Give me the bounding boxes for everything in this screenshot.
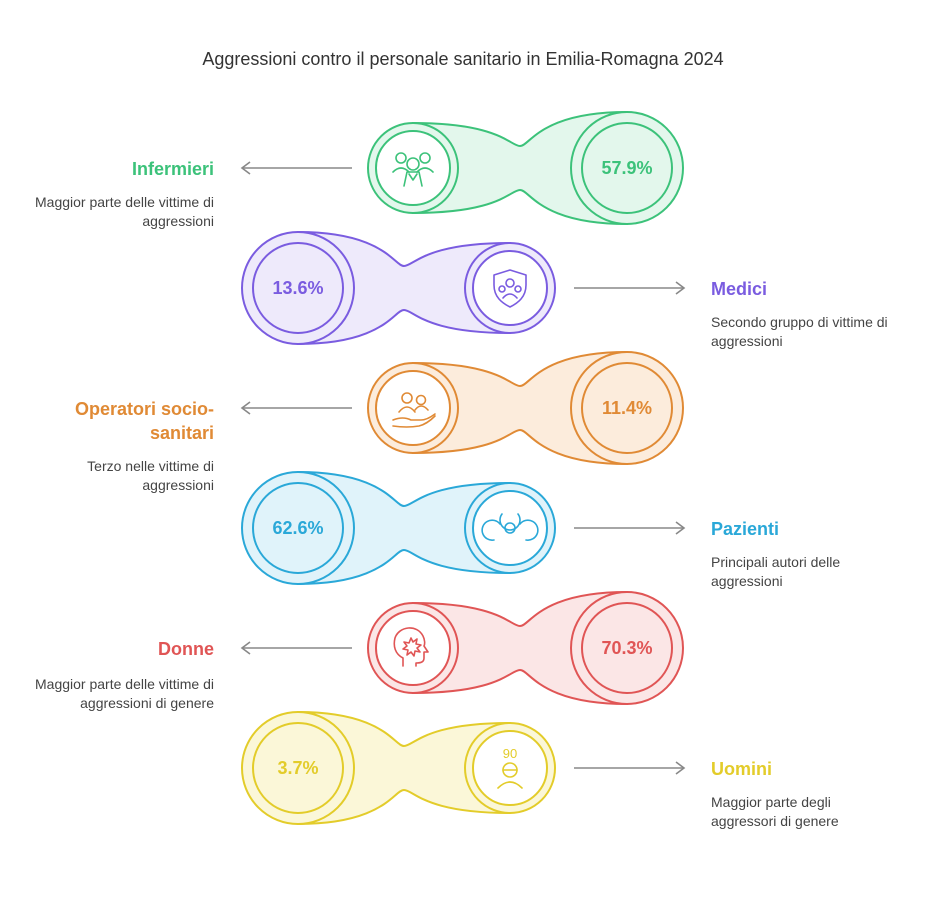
- dumbbell-row-1: [242, 232, 684, 344]
- dumbbell-row-0: [242, 112, 683, 224]
- row-label-infermieri: Infermieri: [131, 159, 214, 179]
- dumbbell-row-3: [242, 472, 684, 584]
- icon-inner-circle: [376, 371, 450, 445]
- row-description-pazienti: Principali autori delle aggressioni: [711, 554, 841, 589]
- percentage-value: 13.6%: [272, 278, 324, 298]
- page-title: Aggressioni contro il personale sanitario in Emilia-Romagna 2024: [202, 49, 724, 69]
- row-description-operatori: Terzo nelle vittime di aggressioni: [87, 458, 214, 493]
- arrow-icon: [574, 522, 684, 534]
- dumbbell-row-4: [242, 592, 683, 704]
- icon-inner-circle: [473, 491, 547, 565]
- row-label-uomini: Uomini: [711, 759, 772, 779]
- icon-inner-circle: [473, 731, 547, 805]
- arrow-icon: [242, 642, 352, 654]
- arrow-icon: [242, 402, 352, 414]
- icon-inner-circle: [376, 611, 450, 685]
- row-description-infermieri: Maggior parte delle vittime di aggressioni: [35, 194, 214, 229]
- dumbbell-row-5: [242, 712, 684, 824]
- row-label-donne: Donne: [158, 639, 214, 659]
- percentage-value: 3.7%: [277, 758, 319, 778]
- percentage-value: 70.3%: [601, 638, 653, 658]
- arrow-icon: [574, 762, 684, 774]
- dumbbell-row-2: [242, 352, 683, 464]
- row-description-donne: Maggior parte delle vittime di aggressioni di genere: [35, 676, 214, 711]
- arrow-icon: [242, 162, 352, 174]
- icon-number-text: 90: [502, 746, 518, 761]
- icon-inner-circle: [376, 131, 450, 205]
- percentage-value: 57.9%: [601, 158, 653, 178]
- row-description-medici: Secondo gruppo di vittime di aggressioni: [711, 314, 888, 349]
- row-description-uomini: Maggior parte degli aggressori di genere: [711, 794, 839, 829]
- row-label-pazienti: Pazienti: [711, 519, 780, 539]
- arrow-icon: [574, 282, 684, 294]
- percentage-value: 62.6%: [272, 518, 324, 538]
- percentage-value: 11.4%: [601, 398, 653, 418]
- icon-inner-circle: [473, 251, 547, 325]
- row-label-operatori: Operatori socio-sanitari: [74, 399, 214, 443]
- row-label-medici: Medici: [711, 279, 768, 299]
